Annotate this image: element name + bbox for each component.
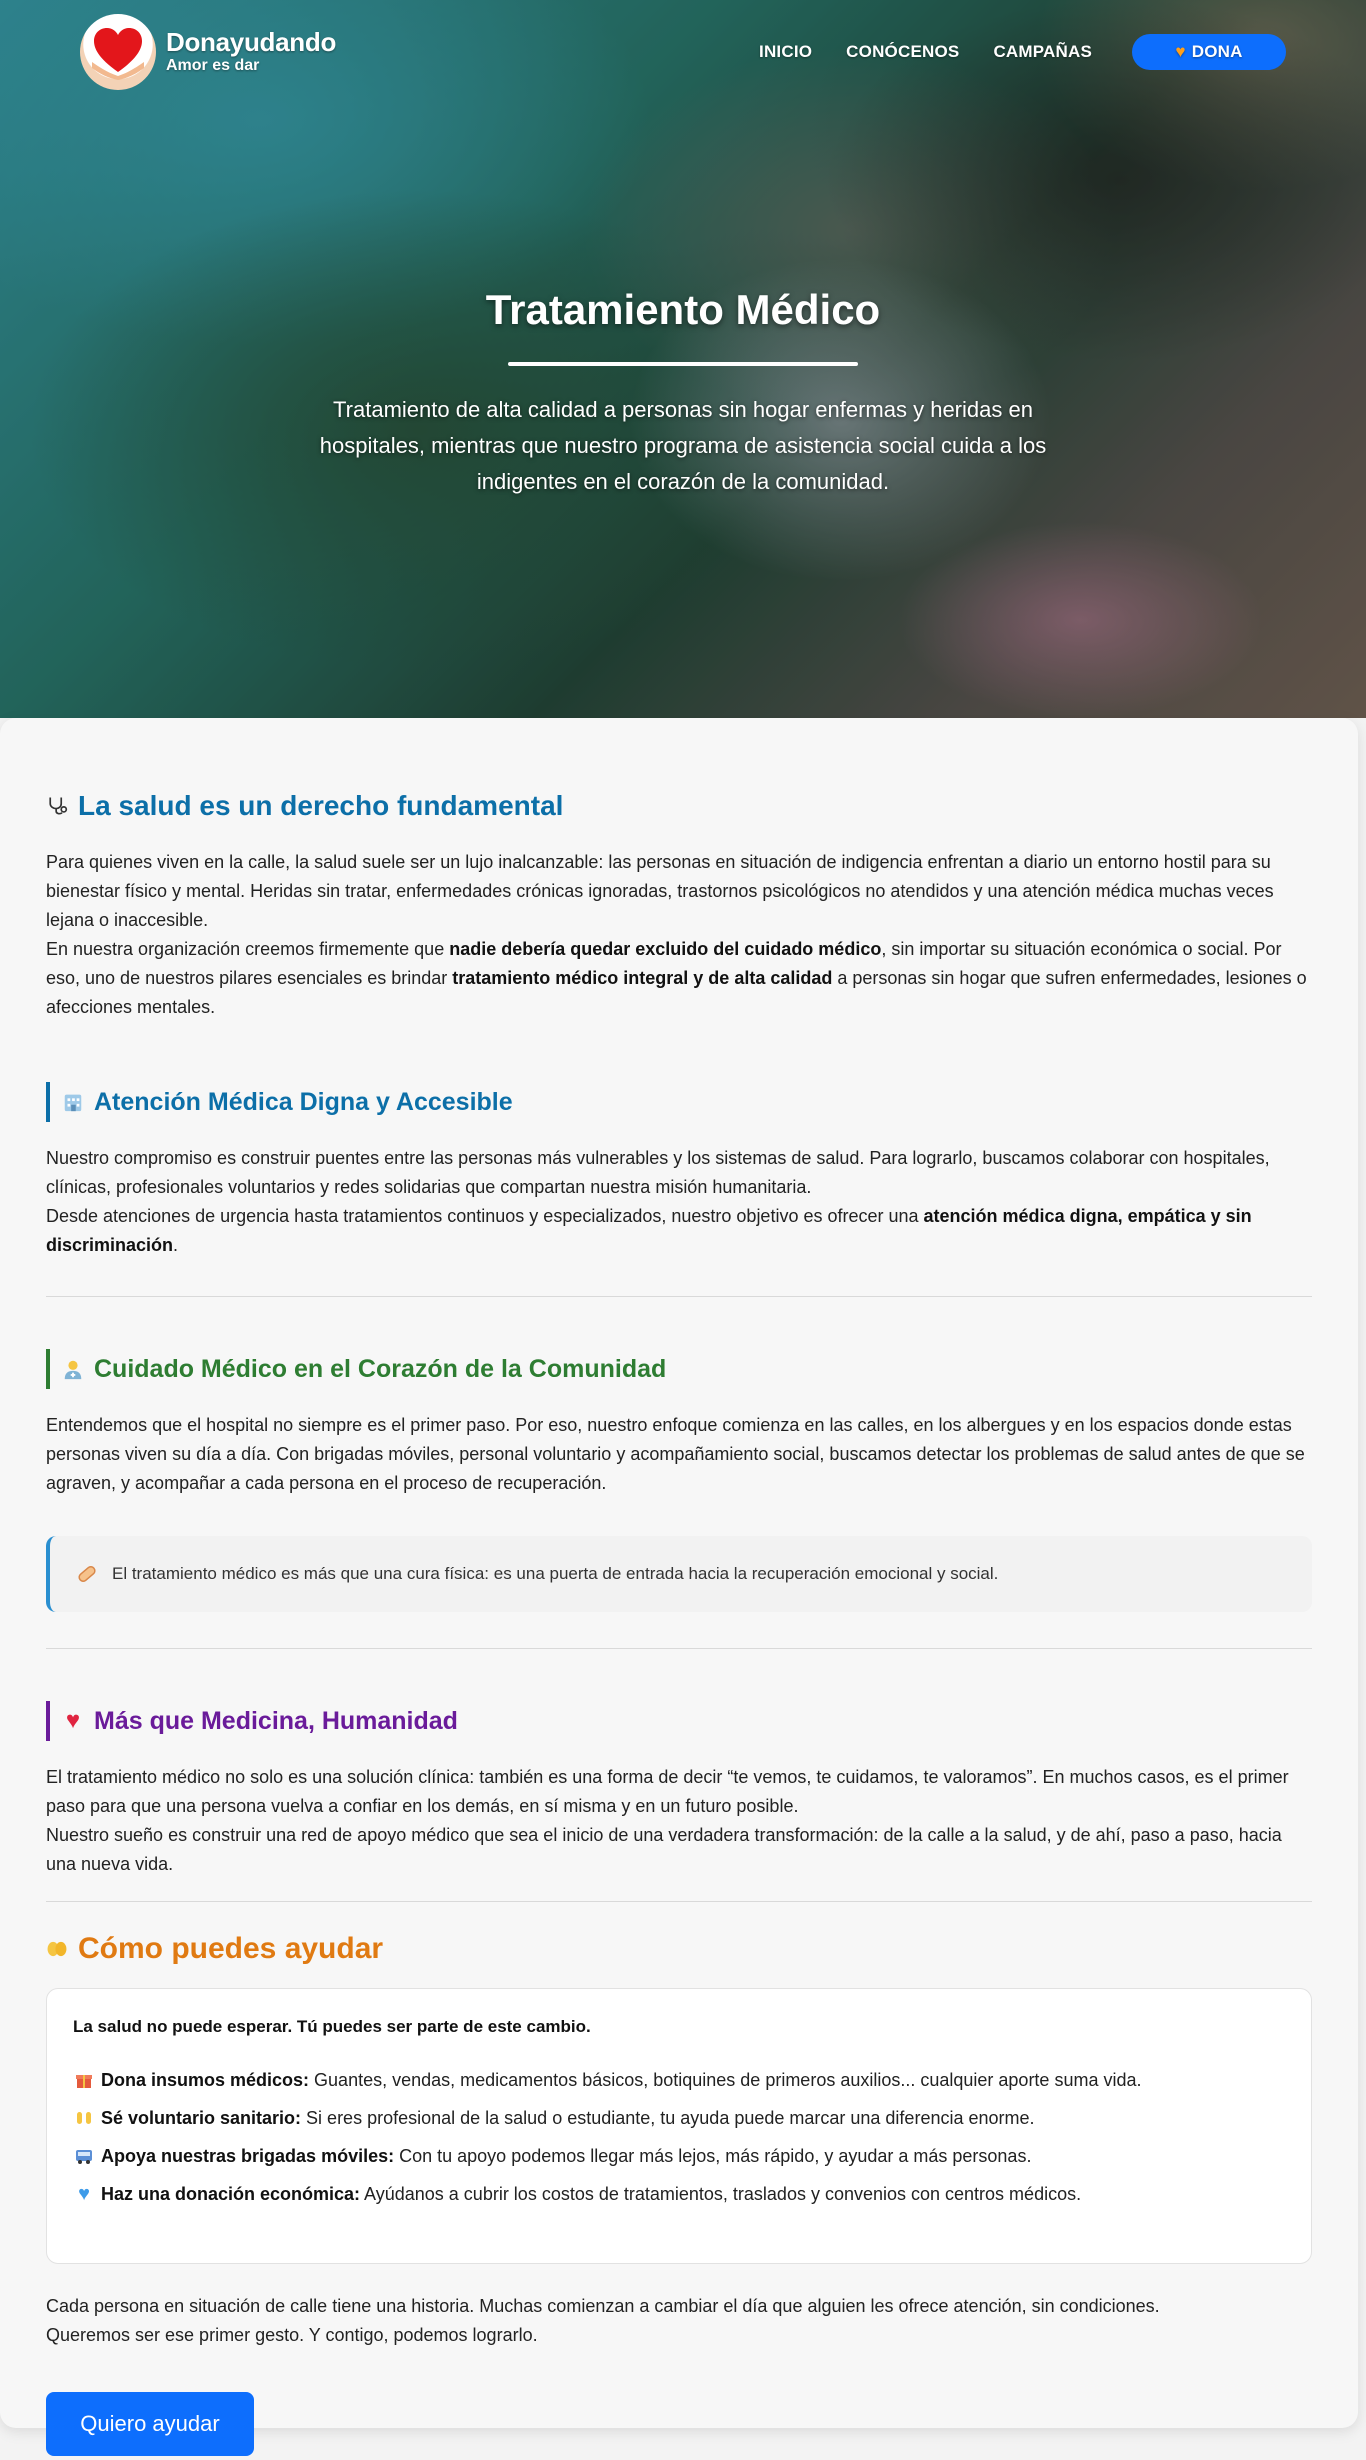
divider <box>46 1901 1312 1902</box>
brand-tagline: Amor es dar <box>166 57 260 74</box>
help-item-label: Apoya nuestras brigadas móviles: <box>101 2146 395 2166</box>
health-worker-icon <box>62 1358 84 1380</box>
orange-heart-icon: ♥ <box>1175 42 1186 61</box>
access-p2-text-a: Desde atenciones de urgencia hasta tratamientos continuos y especializados, nuestro objetivo es ofrecer una <box>46 1206 924 1226</box>
bandage-icon <box>76 1563 98 1585</box>
help-item <box>73 2099 1285 2137</box>
closing-paragraph <box>46 2292 1312 2350</box>
nav-conocenos[interactable]: CONÓCENOS <box>846 42 960 61</box>
help-item-text: Ayúdanos a cubrir los costos de tratamientos, traslados y convenios con centros médicos. <box>360 2184 1082 2204</box>
closing-line-1: Cada persona en situación de calle tiene una historia. Muchas comienzan a cambiar el día que alguien les ofrece atención, sin condiciones. <box>46 2296 1160 2316</box>
access-p2-bold: atención médica digna, empática y sin discriminación <box>46 1206 1252 1255</box>
community-quote <box>46 1536 1312 1612</box>
help-item <box>73 2175 1285 2213</box>
help-item <box>73 2061 1285 2099</box>
help-heading <box>46 1932 1312 1966</box>
help-item-text: Si eres profesional de la salud o estudiante, tu ayuda puede marcar una diferencia enorme. <box>301 2108 1035 2128</box>
intro-title: La salud es un derecho fundamental <box>78 790 564 821</box>
navbar <box>0 0 1366 104</box>
humanity-paragraph-1: El tratamiento médico no solo es una solución clínica: también es una forma de decir “te vemos, te cuidamos, te valoramos”. En muchos casos, es el primer paso para que una persona vuelva a confiar en los demás, en sí misma y en un futuro posible. <box>46 1767 1289 1816</box>
community-quote-text: El tratamiento médico es más que una cura física: es una puerta de entrada hacia la recuperación emocional y social. <box>112 1564 999 1583</box>
help-item <box>73 2137 1285 2175</box>
divider <box>46 1296 1312 1297</box>
content-card <box>0 718 1358 2436</box>
donate-button[interactable] <box>1132 34 1286 70</box>
open-hands-icon <box>46 1938 68 1960</box>
hero-banner <box>0 0 1366 718</box>
intro-p2-text-c: a personas sin hogar que sufren enfermedades, lesiones o afecciones mentales. <box>46 968 1307 1017</box>
help-cta-button[interactable]: Quiero ayudar <box>46 2392 254 2456</box>
community-title: Cuidado Médico en el Corazón de la Comunidad <box>94 1354 667 1383</box>
divider <box>46 1648 1312 1649</box>
help-item-label: Haz una donación económica: <box>101 2184 361 2204</box>
humanity-paragraph-2: Nuestro sueño es construir una red de apoyo médico que sea el inicio de una verdadera transformación: de la calle a la salud, y de ahí, paso a paso, hacia una nueva vida. <box>46 1825 1282 1874</box>
hero-content <box>0 286 1366 500</box>
community-heading <box>46 1349 1312 1389</box>
humanity-heading <box>46 1701 1312 1741</box>
community-paragraph: Entendemos que el hospital no siempre es el primer paso. Por eso, nuestro enfoque comienza en las calles, en los albergues y en los espacios donde estas personas viven su día a día. Con brigadas móviles, personal voluntario y acompañamiento social, buscamos detectar los problemas de salud antes de que se agraven, y acompañar a cada persona en el proceso de recuperación. <box>46 1415 1305 1493</box>
help-title: Cómo puedes ayudar <box>78 1932 384 1965</box>
help-item-text: Guantes, vendas, medicamentos básicos, botiquines de primeros auxilios... cualquier aporte suma vida. <box>309 2070 1142 2090</box>
access-p2-text-b: . <box>173 1235 179 1255</box>
heart-hands-logo-icon <box>80 14 156 90</box>
intro-p2-text-b: , sin importar su situación económica o social. Por eso, uno de nuestros pilares esenciales es brindar <box>46 939 1282 988</box>
access-heading <box>46 1082 1312 1122</box>
main-nav <box>725 34 1286 70</box>
intro-paragraph-2 <box>46 935 1312 1022</box>
intro-heading <box>46 790 1312 822</box>
help-item-label: Sé voluntario sanitario: <box>101 2108 302 2128</box>
closing-line-2: Queremos ser ese primer gesto. Y contigo, podemos lograrlo. <box>46 2325 538 2345</box>
intro-p2-text-a: En nuestra organización creemos firmemente que <box>46 939 450 959</box>
hero-description: Tratamiento de alta calidad a personas sin hogar enfermas y heridas en hospitales, mientras que nuestro programa de asistencia social cuida a los indigentes en el corazón de la comunidad. <box>319 397 1047 494</box>
humanity-title: Más que Medicina, Humanidad <box>94 1706 458 1735</box>
intro-paragraph-1: Para quienes viven en la calle, la salud suele ser un lujo inalcanzable: las personas en situación de indigencia enfrentan a diario un entorno hostil para su bienestar físico y mental. Heridas sin tratar, enfermedades crónicas ignoradas, trastornos psicológicos no atendidos y una atención médica muchas veces lejana o inaccesible. <box>46 852 1274 930</box>
intro-p2-bold-b: tratamiento médico integral y de alta calidad <box>452 968 833 988</box>
nav-campanas[interactable]: CAMPAÑAS <box>993 42 1092 61</box>
nav-inicio[interactable]: INICIO <box>759 42 813 61</box>
help-box <box>46 1988 1312 2264</box>
intro-p2-bold-a: nadie debería quedar excluido del cuidado médico <box>449 939 882 959</box>
hospital-icon <box>62 1091 84 1113</box>
red-heart-icon: ♥ <box>65 1707 81 1734</box>
blue-heart-icon: ♥ <box>78 2183 90 2205</box>
gift-icon <box>73 2069 95 2091</box>
donate-label: DONA <box>1191 42 1243 61</box>
help-lead: La salud no puede esperar. Tú puedes ser parte de este cambio. <box>73 2017 591 2036</box>
stethoscope-icon <box>46 795 68 817</box>
hero-divider <box>508 362 858 366</box>
bus-icon <box>73 2145 95 2167</box>
brand-logo-link[interactable] <box>80 14 336 90</box>
help-item-label: Dona insumos médicos: <box>101 2070 310 2090</box>
raised-hands-icon <box>73 2107 95 2129</box>
help-item-text: Con tu apoyo podemos llegar más lejos, más rápido, y ayudar a más personas. <box>394 2146 1032 2166</box>
hero-title: Tratamiento Médico <box>485 286 881 333</box>
access-title: Atención Médica Digna y Accesible <box>94 1087 513 1116</box>
access-paragraph-2 <box>46 1202 1312 1260</box>
access-paragraph-1: Nuestro compromiso es construir puentes entre las personas más vulnerables y los sistemas de salud. Para lograrlo, buscamos colaborar con hospitales, clínicas, profesionales voluntarios y redes solidarias que compartan nuestra misión humanitaria. <box>46 1148 1270 1197</box>
brand-name: Donayudando <box>166 27 337 57</box>
